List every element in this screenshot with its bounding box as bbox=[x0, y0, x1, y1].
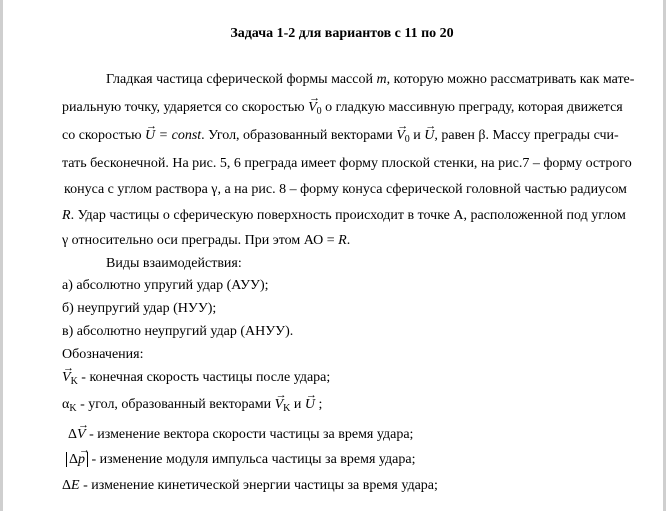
para-line-4: тать бесконечной. На рис. 5, 6 преграда имеет форму плоской стенки, на рис.7 – форму острого bbox=[62, 156, 632, 171]
para-line-1: Гладкая частица сферической формы массой m, которую можно рассматривать как мате- bbox=[106, 72, 635, 87]
notation-delta-p: Δ→ p - изменение модуля импульса частицы за время удара; bbox=[66, 452, 415, 468]
vector-u: → U bbox=[145, 128, 155, 144]
interaction-item-3: в) абсолютно неупругий удар (АНУУ). bbox=[62, 324, 294, 339]
notation-vk: → $V_K$ - конечная скорость частицы после удара; bbox=[62, 370, 330, 390]
left-border bbox=[0, 0, 3, 511]
notation-delta-e: ΔE - изменение кинетической энергии частицы за время удара; bbox=[62, 478, 438, 493]
notation-heading: Обозначения: bbox=[62, 347, 144, 362]
interactions-heading: Виды взаимодействия: bbox=[106, 256, 242, 271]
para-line-6: R. Удар частицы о сферическую поверхность происходит в точке А, расположенной под углом bbox=[62, 208, 626, 223]
vector-v0-b: → V bbox=[396, 128, 405, 144]
interaction-item-1: а) абсолютно упругий удар (АУУ); bbox=[62, 278, 269, 293]
page-title: Задача 1-2 для вариантов с 11 по 20 bbox=[230, 26, 454, 41]
para-line-2: риальную точку, ударяется со скоростью → $V_0$ о гладкую массивную преграду, которая движется bbox=[62, 100, 623, 120]
interaction-item-2: б) неупругий удар (НУУ); bbox=[62, 301, 217, 316]
notation-alpha: $\alpha_K$ - угол, образованный векторами → $V_K$ и → U ; bbox=[62, 397, 322, 417]
abs-delta-p: Δ→ p bbox=[66, 452, 88, 467]
para-line-3: со скоростью → U = const. Угол, образованный векторами → $V_0$ и → U, равен β. Массу преграды счи- bbox=[62, 128, 619, 148]
para-line-7: γ относительно оси преграды. При этом АО = R. bbox=[62, 233, 351, 248]
para-line-5: конуса с углом раствора γ, а на рис. 8 – форму конуса сферической головной частью радиусом bbox=[64, 182, 627, 197]
notation-delta-v: Δ→ V - изменение вектора скорости частицы за время удара; bbox=[68, 427, 413, 443]
vector-v0: → V bbox=[308, 100, 317, 116]
vector-u-b: → U bbox=[424, 128, 434, 144]
